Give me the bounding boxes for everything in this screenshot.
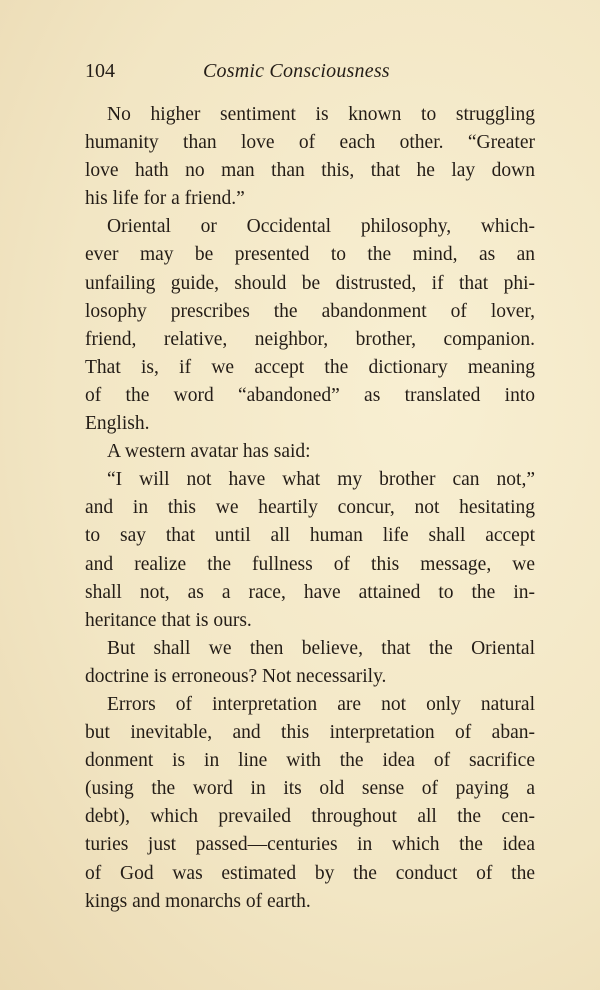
page-number: 104 [85, 60, 115, 82]
paragraph [85, 438, 535, 466]
text-line: “I will not have what my brother can not,” [107, 469, 535, 491]
text-line: unfailing guide, should be distrusted, if that phi- [85, 272, 535, 294]
text-line: No higher sentiment is known to struggling [107, 104, 535, 125]
body-text [85, 101, 535, 916]
text-line: humanity than love of each other. “Greater [85, 132, 535, 154]
text-line: friend, relative, neighbor, brother, companion. [85, 328, 535, 350]
text-line: But shall we then believe, that the Oriental [107, 637, 535, 659]
paragraph [85, 101, 535, 213]
text-line: doctrine is erroneous? Not necessarily. [85, 665, 387, 687]
text-line: to say that until all human life shall accept [85, 525, 535, 547]
paragraph [85, 466, 535, 635]
text-line: shall not, as a race, have attained to the in- [85, 581, 535, 603]
text-line: English. [85, 413, 150, 435]
text-line: his life for a friend.” [85, 188, 245, 210]
text-line: (using the word in its old sense of paying a [85, 778, 535, 800]
text-line: Errors of interpretation are not only natural [107, 693, 535, 715]
text-line: of the word “abandoned” as translated into [85, 384, 535, 406]
text-line: losophy prescribes the abandonment of lover, [85, 300, 535, 322]
text-line: turies just passed—centuries in which the idea [85, 834, 535, 856]
text-line: of God was estimated by the conduct of the [85, 862, 535, 884]
text-line: and in this we heartily concur, not hesitating [85, 497, 535, 519]
text-line: debt), which prevailed throughout all the cen- [85, 806, 535, 828]
paragraph [85, 635, 535, 691]
text-line: kings and monarchs of earth. [85, 890, 311, 912]
paragraph [85, 691, 535, 916]
page-header [85, 60, 535, 90]
text-line: love hath no man than this, that he lay down [85, 160, 535, 182]
text-line: donment is in line with the idea of sacrifice [85, 750, 535, 772]
text-line: heritance that is ours. [85, 609, 252, 631]
running-title: Cosmic Consciousness [203, 60, 390, 82]
paragraph [85, 213, 535, 438]
text-line: and realize the fullness of this message, we [85, 553, 535, 575]
text-line: Oriental or Occidental philosophy, which- [107, 216, 535, 238]
text-line: A western avatar has said: [107, 441, 311, 463]
text-line: but inevitable, and this interpretation of aban- [85, 722, 535, 744]
text-line: That is, if we accept the dictionary meaning [85, 356, 535, 378]
text-line: ever may be presented to the mind, as an [85, 244, 535, 266]
